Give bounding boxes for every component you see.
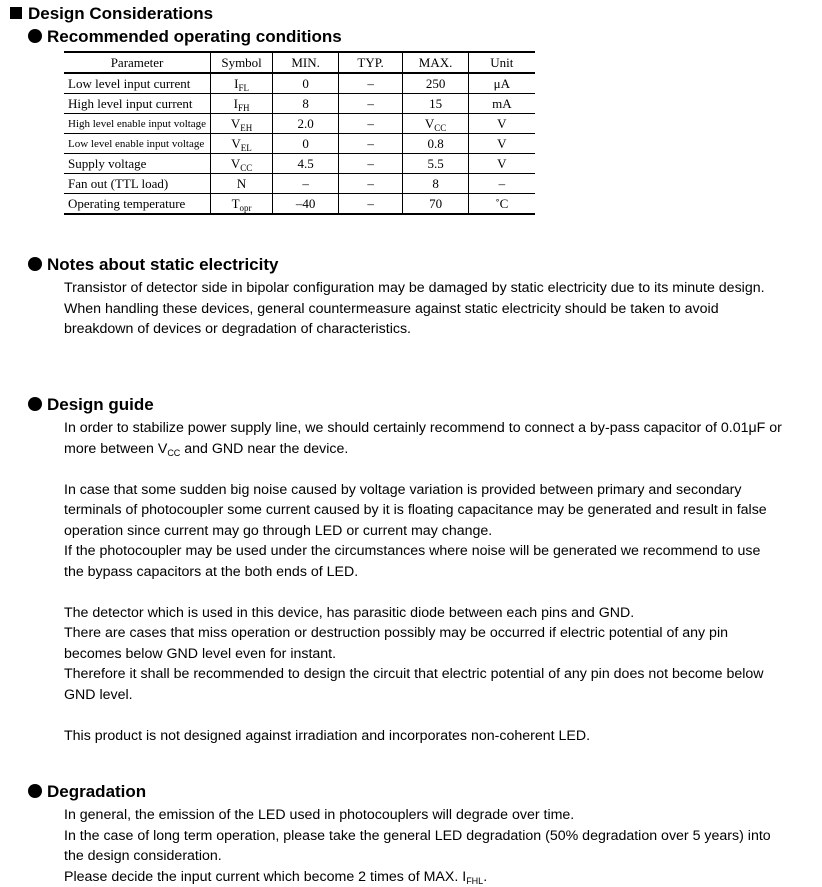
symbol-cell: $V_{EL}$ <box>211 134 273 154</box>
symbol-cell: $V_{EH}$ <box>211 114 273 134</box>
typ-cell: – <box>339 134 403 154</box>
operating-conditions-table <box>64 51 535 215</box>
section-heading-static-electricity: Notes about static electricity <box>28 254 278 276</box>
symbol-cell: N <box>211 174 273 194</box>
unit-cell: V <box>469 114 535 134</box>
parameter-cell: High level enable input voltage <box>64 114 211 134</box>
page-title: Design Considerations <box>10 3 213 25</box>
typ-cell: – <box>339 73 403 94</box>
max-cell: 0.8 <box>403 134 469 154</box>
paragraph: Transistor of detector side in bipolar configuration may be damaged by static electricity due to its minute design. <box>64 280 765 296</box>
paragraph: In order to stabilize power supply line, we should certainly recommend to connect a by-pass capacitor of 0.01μF or more between $V_{CC}$ and GND near the device. <box>64 420 782 458</box>
table-row <box>64 94 535 114</box>
typ-cell: – <box>339 114 403 134</box>
paragraph: Therefore it shall be recommended to design the circuit that electric potential of any pin does not become below GND level. <box>64 666 764 703</box>
section-heading-design-guide: Design guide <box>28 394 154 416</box>
paragraph: Please decide the input current which become 2 times of MAX. $I_{FHL}$. <box>64 868 488 886</box>
min-cell: 4.5 <box>273 154 339 174</box>
column-header: Unit <box>469 52 535 73</box>
column-header: Symbol <box>211 52 273 73</box>
table-row <box>64 174 535 194</box>
max-cell: 15 <box>403 94 469 114</box>
symbol-cell: $V_{CC}$ <box>211 154 273 174</box>
symbol-cell: $I_{FH}$ <box>211 94 273 114</box>
table-row <box>64 73 535 94</box>
typ-cell: – <box>339 194 403 215</box>
table-row <box>64 114 535 134</box>
unit-cell: V <box>469 134 535 154</box>
parameter-cell: Low level enable input voltage <box>64 134 211 154</box>
parameter-cell: Operating temperature <box>64 194 211 215</box>
max-cell: 250 <box>403 73 469 94</box>
max-cell: 8 <box>403 174 469 194</box>
symbol-cell: $T_{opr}$ <box>211 194 273 215</box>
min-cell: 8 <box>273 94 339 114</box>
unit-cell: – <box>469 174 535 194</box>
bullet-icon <box>28 784 42 798</box>
min-cell: 0 <box>273 134 339 154</box>
unit-cell: mA <box>469 94 535 114</box>
max-cell: 70 <box>403 194 469 215</box>
min-cell: – <box>273 174 339 194</box>
unit-cell: ˚C <box>469 194 535 215</box>
paragraph: If the photocoupler may be used under the circumstances where noise will be generated we recommend to use the bypass capacitors at the both ends of LED. <box>64 543 761 580</box>
max-cell: $V_{CC}$ <box>403 114 469 134</box>
column-header: MAX. <box>403 52 469 73</box>
bullet-icon <box>28 29 42 43</box>
table-row <box>64 194 535 215</box>
section-heading-operating-conditions: Recommended operating conditions <box>28 26 342 48</box>
paragraph: In general, the emission of the LED used in photocouplers will degrade over time. <box>64 807 575 823</box>
typ-cell: – <box>339 174 403 194</box>
column-header: Parameter <box>64 52 211 73</box>
paragraph: In the case of long term operation, please take the general LED degradation (50% degradation over 5 years) into the design consideration. <box>64 827 771 864</box>
paragraph: In case that some sudden big noise caused by voltage variation is provided between primary and secondary terminals of photocoupler some current caused by it is floating capacitance may be generated and result in false operation since current may go through LED or current may change. <box>64 481 767 539</box>
symbol-cell: $I_{FL}$ <box>211 73 273 94</box>
typ-cell: – <box>339 94 403 114</box>
typ-cell: – <box>339 154 403 174</box>
parameter-cell: Supply voltage <box>64 154 211 174</box>
min-cell: –40 <box>273 194 339 215</box>
paragraph: There are cases that miss operation or destruction possibly may be occurred if electric potential of any pin becomes below GND level even for instant. <box>64 625 728 662</box>
max-cell: 5.5 <box>403 154 469 174</box>
min-cell: 2.0 <box>273 114 339 134</box>
bullet-icon <box>28 397 42 411</box>
bullet-icon <box>28 257 42 271</box>
column-header: MIN. <box>273 52 339 73</box>
parameter-cell: Low level input current <box>64 73 211 94</box>
paragraph: When handling these devices, general countermeasure against static electricity should be taken to avoid breakdown of devices or degradation of characteristics. <box>64 300 719 337</box>
table-header-row <box>64 52 535 73</box>
static-electricity-text <box>64 278 784 340</box>
paragraph: The detector which is used in this device, has parasitic diode between each pins and GND. <box>64 604 635 621</box>
parameter-cell: Fan out (TTL load) <box>64 174 211 194</box>
unit-cell: μA <box>469 73 535 94</box>
degradation-text <box>64 805 784 887</box>
paragraph: This product is not designed against irradiation and incorporates non-coherent LED. <box>64 727 591 744</box>
section-heading-degradation: Degradation <box>28 781 146 803</box>
table-row <box>64 154 535 174</box>
design-guide-text <box>64 418 784 746</box>
unit-cell: V <box>469 154 535 174</box>
min-cell: 0 <box>273 73 339 94</box>
square-bullet-icon <box>10 7 22 19</box>
parameter-cell: High level input current <box>64 94 211 114</box>
column-header: TYP. <box>339 52 403 73</box>
table-row <box>64 134 535 154</box>
